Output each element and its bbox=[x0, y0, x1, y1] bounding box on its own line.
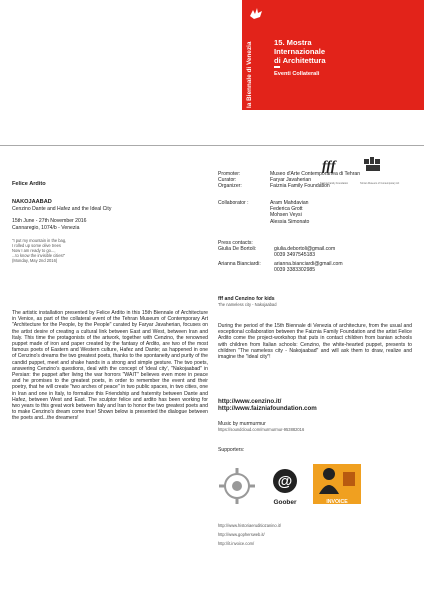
biennale-vertical-text: la Biennale di Venezia bbox=[246, 41, 253, 108]
supporters-label: Supporters: bbox=[218, 447, 245, 453]
kids-subtitle: The nameless city - Nakojaabad bbox=[218, 302, 277, 307]
goober-name: Goober bbox=[273, 499, 297, 506]
work-subtitle: Cenzino Dante and Hafez and the Ideal City bbox=[12, 206, 112, 212]
svg-text:@: @ bbox=[277, 473, 293, 490]
collab-label: Collaborator : bbox=[218, 200, 249, 206]
faiznia-link[interactable]: http://www.faizniafoundation.com bbox=[218, 405, 317, 413]
collaborator: Alessia Simonato bbox=[270, 218, 310, 225]
supporter-link[interactable]: http://www.historiaeruditiozanino.it/ bbox=[218, 523, 282, 528]
press-contacts: Press contacts: Giulia De Bortoli: giulia.debortoli@gmail.com 0039 3497545183 Arianna Bianciardi: arianna.bianciardi@gmail.com 0039 3383302985 bbox=[218, 240, 418, 273]
collaborator: Mohsen Veysi bbox=[270, 212, 302, 219]
cenzino-link[interactable]: http://www.cenzino.it/ bbox=[218, 398, 282, 405]
press-email[interactable]: giulia.debortoli@gmail.com bbox=[274, 246, 336, 253]
kids-description: During the period of the 15th Biennale di Venezia of architecture, from the usual and exceptional collaboration between the Faiznia Family Foundation and the artist Felice Ardito come the project-workshop that puts in contact children from banian schools with children from Italian schools: Cenzino, the white-hearted puppet, presents to children "The nameless city - Nakojaabad" and will ask them to draw, realize and imagine the "ideal city"! bbox=[218, 323, 412, 361]
supporter-links bbox=[218, 521, 281, 548]
biennale-banner bbox=[242, 0, 424, 110]
invoice-name: INVOICE bbox=[326, 499, 348, 504]
at-symbol-icon bbox=[272, 468, 298, 494]
credit-organizer: Organizer: Faiznia Family Foundation bbox=[218, 183, 330, 190]
music-credit: Music by murmurmur bbox=[218, 421, 266, 427]
credit-promoter: Promoter: Museo d'Arte Contemporanea di Tehran bbox=[218, 171, 361, 177]
exhibition-dates: 15th June - 27th November 2016 bbox=[12, 218, 87, 224]
kids-title: fff and Cenzino for kids bbox=[218, 296, 275, 302]
svg-text:fff: fff bbox=[322, 159, 336, 174]
supporter-goober bbox=[264, 468, 306, 506]
supporter-logo-gears bbox=[217, 466, 257, 510]
header-divider bbox=[0, 145, 424, 146]
eventi-collaterali: Eventi Collaterali bbox=[274, 71, 320, 77]
installation-description: The artistic installation presented by Felice Ardito in this 15th Biennale of Architecture in Venice, as part of the collateral event of the Tehran Museum of Contemporary Art "Architecture for the People, by the People" curated by Faryar Javaherian, focuses on the artist desire of creating a cultural link between East and West, between Iran and Italy. This time the protagonists of the artwork, together with Cenzino, the renowned puppet made of iron and paper created by the fantasy of Ardito, are two of the most famous poets of Eastern and Western culture, Hafez and Dante; as happened in one of Cenzino's dreams the two greatest poets, thanks to the spontaneity and purity of the candid puppet, meet and shake hands in a strong and simple gesture. The two poets, answering Cenzino's questions, deal with the concept of 'ideal city', "Nakojaabad" in Persian: the puppet after living the war horrors "WAIT" believes even more in peace and he promises to the greatest poets, in order to remember the event and their poetry, that he will create "two arches of peace" in two public spaces, in two cities, one in Iran and one in Italy, to formalize this Friendship and fraternity between Dante and Hafez, between West and East. The sculptor felice and ardito has been working for two years to this great work between Italy and Iran to honor the two greatest poets and to make Cenzino's dream come true! Shown below is presented the dialogue between the poets and...the dreamers! bbox=[12, 310, 208, 422]
credit-curator: Curator: Faryar Javaherian bbox=[218, 177, 312, 184]
banner-divider bbox=[274, 66, 280, 68]
supporter-link[interactable]: http://www.gophersweb.it/ bbox=[218, 532, 265, 537]
credits bbox=[218, 171, 418, 190]
exhibition-address: Cannaregio, 1074/b - Venezia bbox=[12, 225, 80, 231]
mostra-title: 15. Mostra Internazionale di Architettura bbox=[274, 38, 326, 65]
press-label: Press contacts: bbox=[218, 240, 253, 246]
artist-quote: "I put my mountain in the bag, I rolled up some olive trees Now I am ready to go..., ...to know the invisible cities!" (Monday, May 2nd 2016) bbox=[12, 238, 67, 263]
supporter-link[interactable]: http://it.invoice.com/ bbox=[218, 541, 255, 546]
website-links bbox=[218, 398, 317, 413]
collaborator: Federica Grott bbox=[270, 206, 303, 213]
invoice-figure-icon bbox=[313, 464, 361, 494]
collaborator: Aram Mahdavian bbox=[270, 200, 309, 206]
winged-lion-icon bbox=[248, 6, 264, 22]
fff-caption: Faiznia Family Foundation bbox=[320, 182, 349, 185]
work-title: NAKOJAABAD bbox=[12, 199, 52, 205]
artist-name: Felice Ardito bbox=[12, 181, 46, 187]
music-url[interactable]: https://soundcloud.com/murmurmur-953882016 bbox=[218, 427, 305, 432]
collaborators bbox=[218, 200, 418, 225]
supporter-invoice bbox=[313, 464, 361, 504]
press-email[interactable]: arianna.bianciardi@gmail.com bbox=[274, 260, 343, 267]
tmoca-caption: Tehran Museum of Contemporary Art bbox=[360, 182, 400, 185]
